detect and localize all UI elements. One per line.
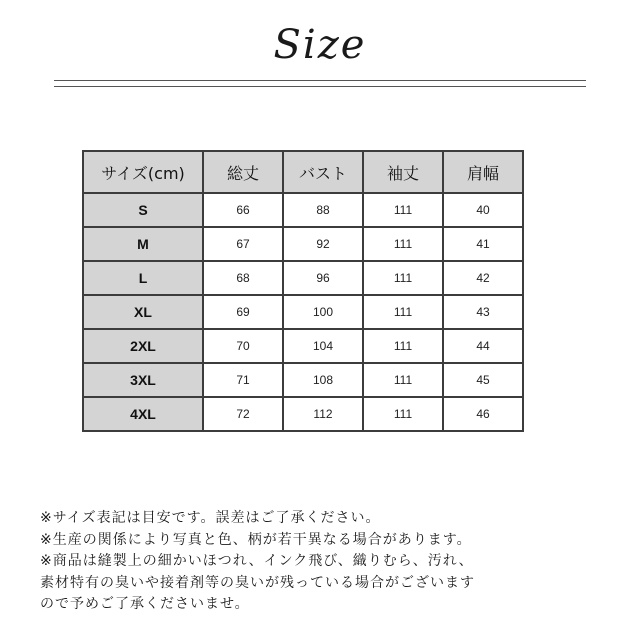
header-length: 総丈 xyxy=(203,151,283,193)
table-row xyxy=(83,397,523,431)
size-label: 2XL xyxy=(83,329,203,363)
sleeve-cell: 111 xyxy=(363,193,443,227)
note-line: ※サイズ表記は目安です。誤差はご了承ください。 xyxy=(40,510,381,526)
shoulder-cell: 42 xyxy=(443,261,523,295)
note-line: 素材特有の臭いや接着剤等の臭いが残っている場合がございます xyxy=(40,574,475,591)
header-bust: バスト xyxy=(283,151,363,193)
bust-cell: 100 xyxy=(283,295,363,329)
table-row xyxy=(83,295,523,329)
header-shoulder: 肩幅 xyxy=(443,151,523,193)
sleeve-cell: 111 xyxy=(363,227,443,261)
length-cell: 70 xyxy=(203,329,283,363)
notes-block xyxy=(40,508,620,616)
size-label: L xyxy=(83,261,203,295)
bust-cell: 96 xyxy=(283,261,363,295)
bust-cell: 88 xyxy=(283,193,363,227)
header-size: サイズ(cm) xyxy=(83,151,203,193)
length-cell: 68 xyxy=(203,261,283,295)
page-title: Size xyxy=(273,22,367,68)
note-line: ※商品は縫製上の細かいほつれ、インク飛び、織りむら、汚れ、 xyxy=(40,553,474,569)
sleeve-cell: 111 xyxy=(363,397,443,431)
table-row xyxy=(83,329,523,363)
length-cell: 69 xyxy=(203,295,283,329)
size-label: 4XL xyxy=(83,397,203,431)
length-cell: 66 xyxy=(203,193,283,227)
shoulder-cell: 46 xyxy=(443,397,523,431)
note-line: ※生産の関係により写真と色、柄が若干異なる場合があります。 xyxy=(40,531,472,548)
sleeve-cell: 111 xyxy=(363,261,443,295)
size-label: M xyxy=(83,227,203,261)
shoulder-cell: 41 xyxy=(443,227,523,261)
table-row xyxy=(83,363,523,397)
size-label: 3XL xyxy=(83,363,203,397)
shoulder-cell: 40 xyxy=(443,193,523,227)
length-cell: 71 xyxy=(203,363,283,397)
table-row xyxy=(83,261,523,295)
length-cell: 72 xyxy=(203,397,283,431)
sleeve-cell: 111 xyxy=(363,295,443,329)
note-line: ので予めご了承くださいませ。 xyxy=(40,596,250,612)
table-row xyxy=(83,227,523,261)
size-label: XL xyxy=(83,295,203,329)
sleeve-cell: 111 xyxy=(363,363,443,397)
bust-cell: 112 xyxy=(283,397,363,431)
length-cell: 67 xyxy=(203,227,283,261)
shoulder-cell: 43 xyxy=(443,295,523,329)
size-label: S xyxy=(83,193,203,227)
bust-cell: 108 xyxy=(283,363,363,397)
shoulder-cell: 45 xyxy=(443,363,523,397)
size-chart-table xyxy=(82,150,524,432)
shoulder-cell: 44 xyxy=(443,329,523,363)
table-header-row xyxy=(83,151,523,193)
header-sleeve: 袖丈 xyxy=(363,151,443,193)
title-divider-bottom xyxy=(54,86,586,87)
bust-cell: 104 xyxy=(283,329,363,363)
sleeve-cell: 111 xyxy=(363,329,443,363)
table-row xyxy=(83,193,523,227)
title-divider-top xyxy=(54,80,586,81)
bust-cell: 92 xyxy=(283,227,363,261)
